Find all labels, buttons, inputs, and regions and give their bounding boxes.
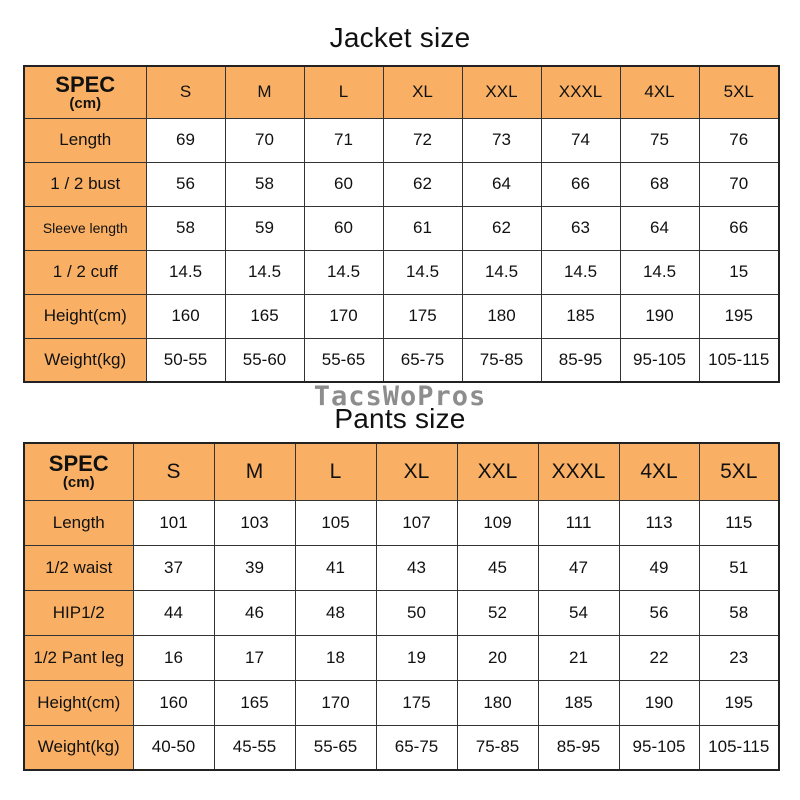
table-row [24,250,779,294]
pants-row-label: 1/2 Pant leg [24,635,133,680]
jacket-size-header: S [146,66,225,118]
table-cell: 48 [295,590,376,635]
pants-row-label: HIP1/2 [24,590,133,635]
table-cell: 73 [462,118,541,162]
table-cell: 37 [133,545,214,590]
table-cell: 107 [376,500,457,545]
table-cell: 40-50 [133,725,214,770]
table-cell: 185 [538,680,619,725]
table-cell: 85-95 [538,725,619,770]
table-cell: 14.5 [225,250,304,294]
table-cell: 101 [133,500,214,545]
table-cell: 43 [376,545,457,590]
table-cell: 115 [699,500,779,545]
pants-size-header: M [214,443,295,500]
table-cell: 75-85 [462,338,541,382]
table-cell: 175 [383,294,462,338]
pants-size-header: 5XL [699,443,779,500]
jacket-row-label: Sleeve length [24,206,146,250]
table-cell: 60 [304,162,383,206]
table-cell: 165 [214,680,295,725]
table-cell: 55-60 [225,338,304,382]
pants-size-header: S [133,443,214,500]
table-cell: 103 [214,500,295,545]
table-cell: 105 [295,500,376,545]
jacket-spec-unit: (cm) [69,94,102,112]
table-cell: 50 [376,590,457,635]
table-cell: 59 [225,206,304,250]
table-cell: 46 [214,590,295,635]
table-cell: 109 [457,500,538,545]
jacket-size-table [23,65,780,383]
pants-header-row [24,443,779,500]
table-row [24,338,779,382]
table-row [24,118,779,162]
table-cell: 62 [462,206,541,250]
table-cell: 195 [699,294,779,338]
table-cell: 44 [133,590,214,635]
table-cell: 14.5 [620,250,699,294]
pants-size-table [23,442,780,771]
table-cell: 95-105 [620,338,699,382]
table-cell: 95-105 [619,725,699,770]
table-row [24,590,779,635]
pants-size-header: XXXL [538,443,619,500]
table-cell: 190 [619,680,699,725]
table-cell: 72 [383,118,462,162]
table-cell: 20 [457,635,538,680]
table-cell: 65-75 [376,725,457,770]
table-cell: 195 [699,680,779,725]
table-cell: 62 [383,162,462,206]
jacket-size-header: 4XL [620,66,699,118]
table-cell: 70 [699,162,779,206]
pants-spec-cell [24,443,133,500]
jacket-size-title: Jacket size [329,22,471,53]
table-cell: 52 [457,590,538,635]
table-cell: 17 [214,635,295,680]
pants-size-header: L [295,443,376,500]
jacket-row-label: 1 / 2 cuff [24,250,146,294]
table-cell: 165 [225,294,304,338]
jacket-header-row [24,66,779,118]
table-cell: 160 [133,680,214,725]
table-cell: 64 [620,206,699,250]
table-cell: 14.5 [304,250,383,294]
table-row [24,500,779,545]
jacket-size-header: XL [383,66,462,118]
table-cell: 69 [146,118,225,162]
table-cell: 61 [383,206,462,250]
jacket-size-header: XXXL [541,66,620,118]
table-row [24,294,779,338]
table-cell: 190 [620,294,699,338]
jacket-spec-label: SPEC [55,71,116,97]
table-cell: 45 [457,545,538,590]
table-cell: 55-65 [304,338,383,382]
table-cell: 113 [619,500,699,545]
table-cell: 85-95 [541,338,620,382]
table-cell: 55-65 [295,725,376,770]
table-cell: 19 [376,635,457,680]
table-cell: 70 [225,118,304,162]
table-cell: 63 [541,206,620,250]
pants-size-header: 4XL [619,443,699,500]
table-cell: 18 [295,635,376,680]
table-cell: 66 [699,206,779,250]
table-cell: 14.5 [383,250,462,294]
table-cell: 16 [133,635,214,680]
pants-size-title: Pants size [334,403,466,434]
table-row [24,206,779,250]
table-cell: 71 [304,118,383,162]
table-cell: 170 [304,294,383,338]
table-cell: 66 [541,162,620,206]
pants-row-label: Weight(kg) [24,725,133,770]
jacket-row-label: 1 / 2 bust [24,162,146,206]
jacket-size-header: L [304,66,383,118]
table-cell: 64 [462,162,541,206]
table-cell: 56 [619,590,699,635]
table-row [24,545,779,590]
table-cell: 180 [462,294,541,338]
pants-spec-label: SPEC [48,451,109,477]
table-row [24,680,779,725]
jacket-size-header: M [225,66,304,118]
table-cell: 105-115 [699,338,779,382]
table-cell: 58 [225,162,304,206]
table-cell: 51 [699,545,779,590]
table-cell: 14.5 [146,250,225,294]
table-cell: 170 [295,680,376,725]
jacket-spec-cell [24,66,146,118]
table-row [24,725,779,770]
table-cell: 75-85 [457,725,538,770]
table-cell: 14.5 [541,250,620,294]
jacket-size-header: XXL [462,66,541,118]
table-cell: 58 [699,590,779,635]
table-cell: 45-55 [214,725,295,770]
table-cell: 65-75 [383,338,462,382]
table-cell: 105-115 [699,725,779,770]
watermark-text: TacsWoPros [313,381,487,412]
table-cell: 22 [619,635,699,680]
table-cell: 47 [538,545,619,590]
table-cell: 75 [620,118,699,162]
table-row [24,635,779,680]
jacket-row-label: Weight(kg) [24,338,146,382]
pants-spec-unit: (cm) [62,474,95,492]
table-cell: 23 [699,635,779,680]
pants-size-header: XXL [457,443,538,500]
table-cell: 111 [538,500,619,545]
jacket-row-label: Height(cm) [24,294,146,338]
pants-row-label: Height(cm) [24,680,133,725]
table-cell: 160 [146,294,225,338]
table-cell: 39 [214,545,295,590]
pants-size-header: XL [376,443,457,500]
jacket-size-header: 5XL [699,66,779,118]
table-cell: 175 [376,680,457,725]
table-cell: 50-55 [146,338,225,382]
table-row [24,162,779,206]
table-cell: 68 [620,162,699,206]
table-cell: 180 [457,680,538,725]
table-cell: 58 [146,206,225,250]
table-cell: 54 [538,590,619,635]
table-cell: 15 [699,250,779,294]
table-cell: 185 [541,294,620,338]
table-cell: 56 [146,162,225,206]
table-cell: 21 [538,635,619,680]
pants-row-label: 1/2 waist [24,545,133,590]
table-cell: 14.5 [462,250,541,294]
table-cell: 60 [304,206,383,250]
table-cell: 41 [295,545,376,590]
table-cell: 76 [699,118,779,162]
table-cell: 49 [619,545,699,590]
table-cell: 74 [541,118,620,162]
jacket-row-label: Length [24,118,146,162]
pants-row-label: Length [24,500,133,545]
